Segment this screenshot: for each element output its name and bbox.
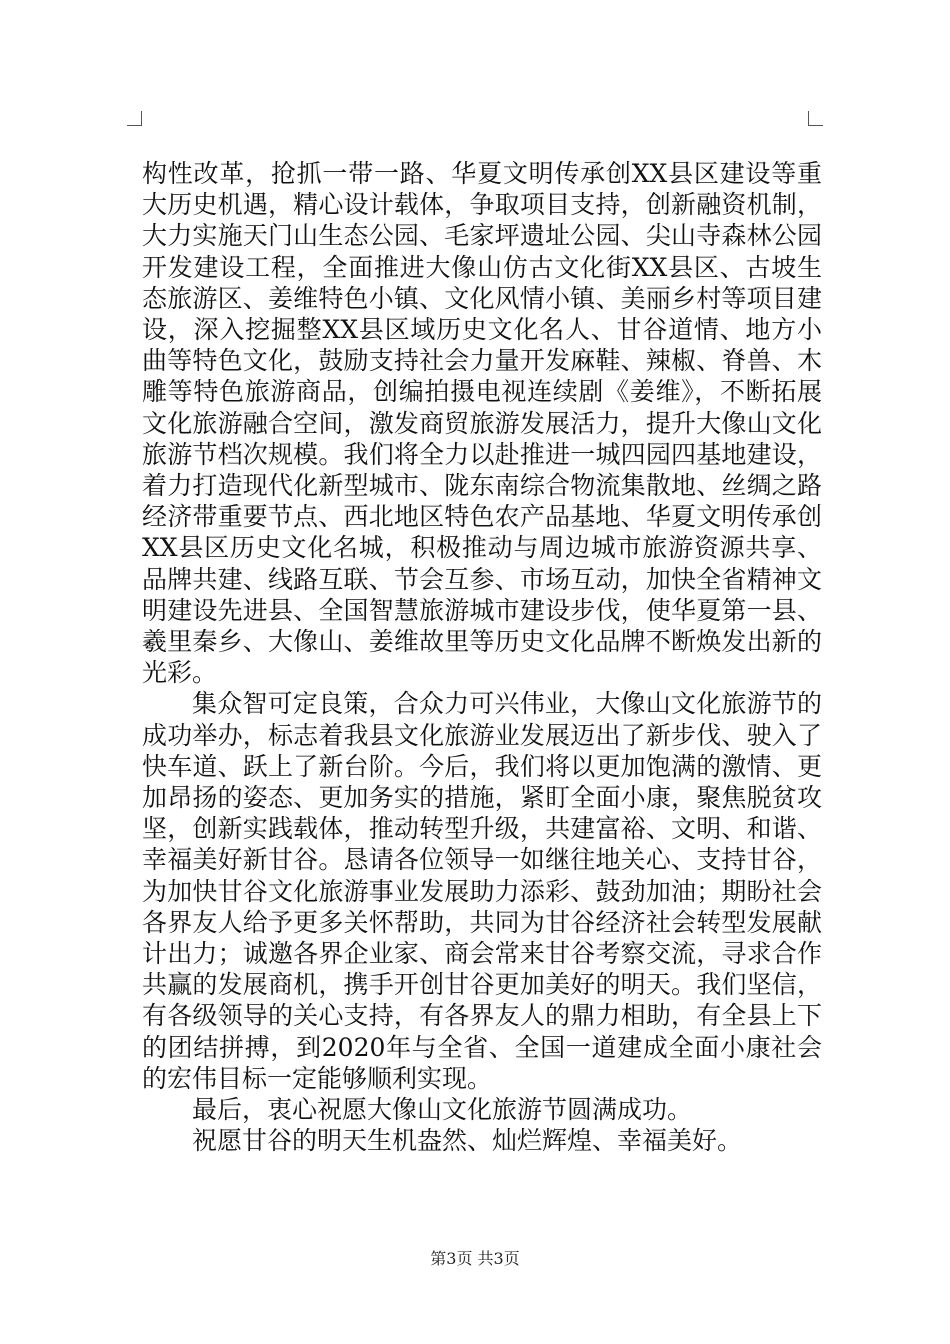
paragraph-4: 祝愿甘谷的明天生机盎然、灿烂辉煌、幸福美好。 [192, 1126, 743, 1156]
paragraph-1: 构性改革，抢抓一带一路、华夏文明传承创XX县区建设等重大历史机遇，精心设计载体，争取项目支持，创新融资机制，大力实施天门山生态公园、毛家坪遗址公园、尖山寺森林公园开发建设工程，全面推进大像山仿古文化街XX县区、古坡生态旅游区、姜维特色小镇、文化风情小镇、美丽乡村等项目建设，深入挖掘整XX县区域历史文化名人、甘谷道情、地方小曲等特色文化，鼓励支持社会力量开发麻鞋、辣椒、脊兽、木雕等特色旅游商品，创编拍摄电视连续剧《姜维》，不断拓展文化旅游融合空间，激发商贸旅游发展活力，提升大像山文化旅游节档次规模。我们将全力以赴推进一城四园四基地建设，着力打造现代化新型城市、陇东南综合物流集散地、丝绸之路经济带重要节点、西北地区特色农产品基地、华夏文明传承创XX县区历史文化名城，积极推动与周边城市旅游资源共享、品牌共建、线路互联、节会互参、市场互动，加快全省精神文明建设先进县、全国智慧旅游城市建设步伐，使华夏第一县、羲里秦乡、大像山、姜维故里等历史文化品牌不断焕发出新的光彩。 [142, 159, 822, 688]
margin-corner-mark-top-left [127, 111, 142, 126]
paragraph-3: 最后，衷心祝愿大像山文化旅游节圆满成功。 [192, 1095, 693, 1125]
page-footer: 第3页 共3页 [430, 1249, 520, 1268]
paragraph-2: 集众智可定良策，合众力可兴伟业，大像山文化旅游节的成功举办，标志着我县文化旅游业发展迈出了新步伐、驶入了快车道、跃上了新台阶。今后，我们将以更加饱满的激情、更加昂扬的姿态、更加务实的措施，紧盯全面小康，聚焦脱贫攻坚，创新实践载体，推动转型升级，共建富裕、文明、和谐、幸福美好新甘谷。恳请各位领导一如继往地关心、支持甘谷，为加快甘谷文化旅游事业发展助力添彩、鼓劲加油；期盼社会各界友人给予更多关怀帮助，共同为甘谷经济社会转型发展献计出力；诚邀各界企业家、商会常来甘谷考察交流，寻求合作共赢的发展商机，携手开创甘谷更加美好的明天。我们坚信，有各级领导的关心支持，有各界友人的鼎力相助，有全县上下的团结拼搏，到2020年与全省、全国一道建成全面小康社会的宏伟目标一定能够顺利实现。 [142, 689, 822, 1093]
document-body [142, 158, 822, 1157]
margin-corner-mark-top-right [808, 111, 823, 126]
